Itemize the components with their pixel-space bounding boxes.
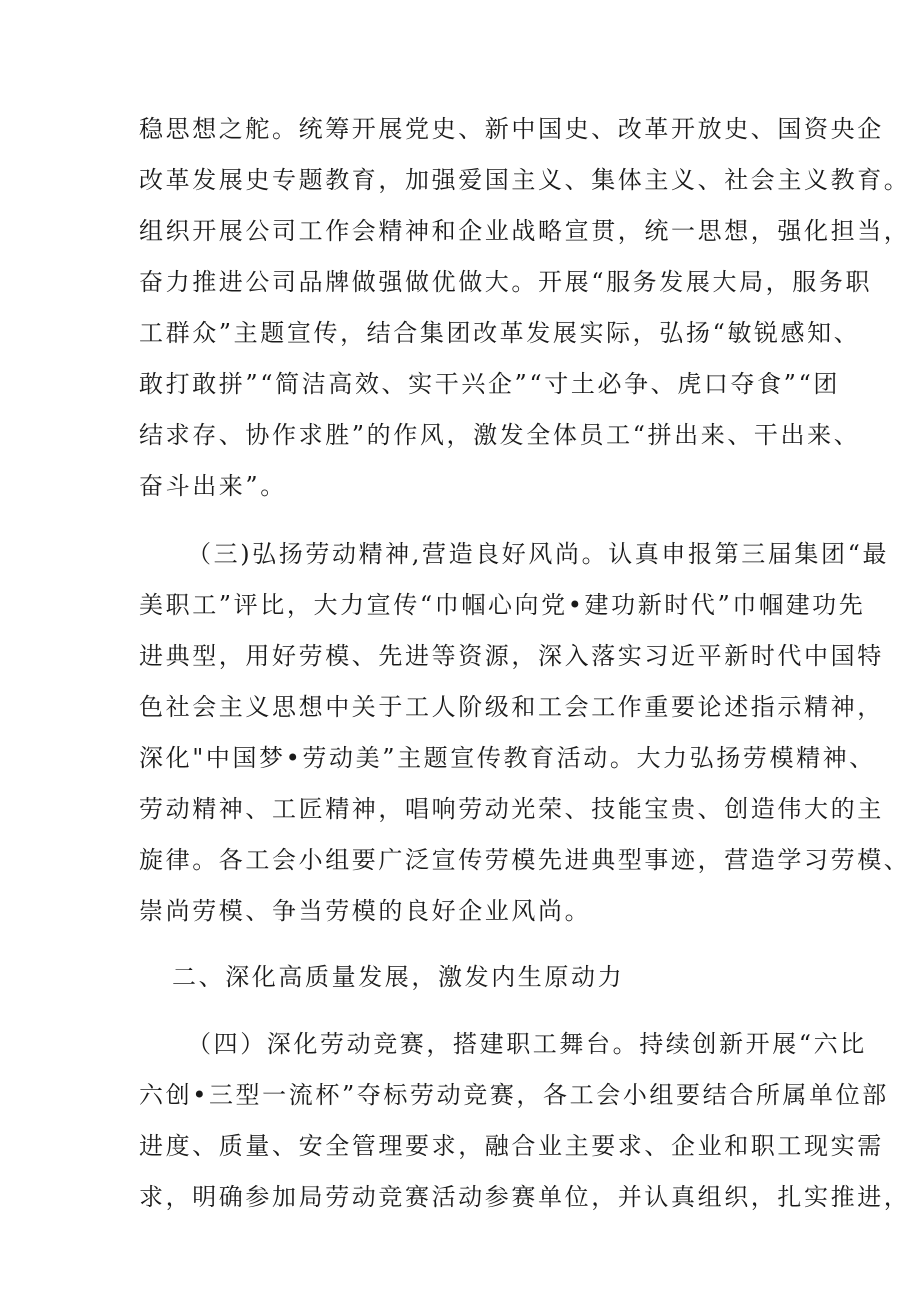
paragraph-line: 工群众”主题宣传，结合集团改革发展实际，弘扬“敏锐感知、 [139, 319, 861, 347]
paragraph-line: 敢打敢拼”“简洁高效、实干兴企”“寸土必争、虎口夺食”“团 [139, 370, 841, 398]
section-three-heading-line: （三)弘扬劳动精神,营造良好风尚。认真申报第三届集团“最 [187, 540, 890, 568]
section-four-heading-line: （四）深化劳动竞赛，搭建职工舞台。持续创新开展“六比 [187, 1030, 867, 1058]
paragraph-line: 奋斗出来”。 [139, 472, 287, 500]
paragraph-line: 深化"中国梦•劳动美”主题宣传教育活动。大力弘扬劳模精神、 [139, 744, 876, 772]
paragraph-line: 进度、质量、安全管理要求，融合业主要求、企业和职工现实需 [139, 1132, 884, 1160]
paragraph-line: 六创•三型一流杯”夺标劳动竞赛，各工会小组要结合所属单位部 [139, 1081, 889, 1109]
paragraph-line: 奋力推进公司品牌做强做优做大。开展“服务发展大局，服务职 [139, 268, 873, 296]
paragraph-line: 进典型，用好劳模、先进等资源，深入落实习近平新时代中国特 [139, 642, 884, 670]
paragraph-line: 改革发展史专题教育，加强爱国主义、集体主义、社会主义教育。 [139, 166, 911, 194]
section-two-heading: 二、深化高质量发展，激发内生原动力 [172, 963, 625, 991]
paragraph-line: 劳动精神、工匠精神，唱响劳动光荣、技能宝贵、创造伟大的主 [139, 795, 884, 823]
paragraph-line: 组织开展公司工作会精神和企业战略宣贯，统一思想，强化担当， [139, 217, 911, 245]
paragraph-line: 色社会主义思想中关于工人阶级和工会工作重要论述指示精神， [139, 693, 884, 721]
paragraph-line: 旋律。各工会小组要广泛宣传劳模先进典型事迹，营造学习劳模、 [139, 846, 911, 874]
paragraph-line: 求，明确参加局劳动竞赛活动参赛单位，并认真组织，扎实推进， [139, 1183, 911, 1211]
paragraph-line: 崇尚劳模、争当劳模的良好企业风尚。 [139, 897, 592, 925]
paragraph-line: 美职工”评比，大力宣传“巾帼心向党•建功新时代”巾帼建功先 [139, 591, 866, 619]
paragraph-line: 稳思想之舵。统筹开展党史、新中国史、改革开放史、国资央企 [139, 115, 884, 143]
paragraph-line: 结求存、协作求胜”的作风，激发全体员工“拼出来、干出来、 [139, 421, 861, 449]
